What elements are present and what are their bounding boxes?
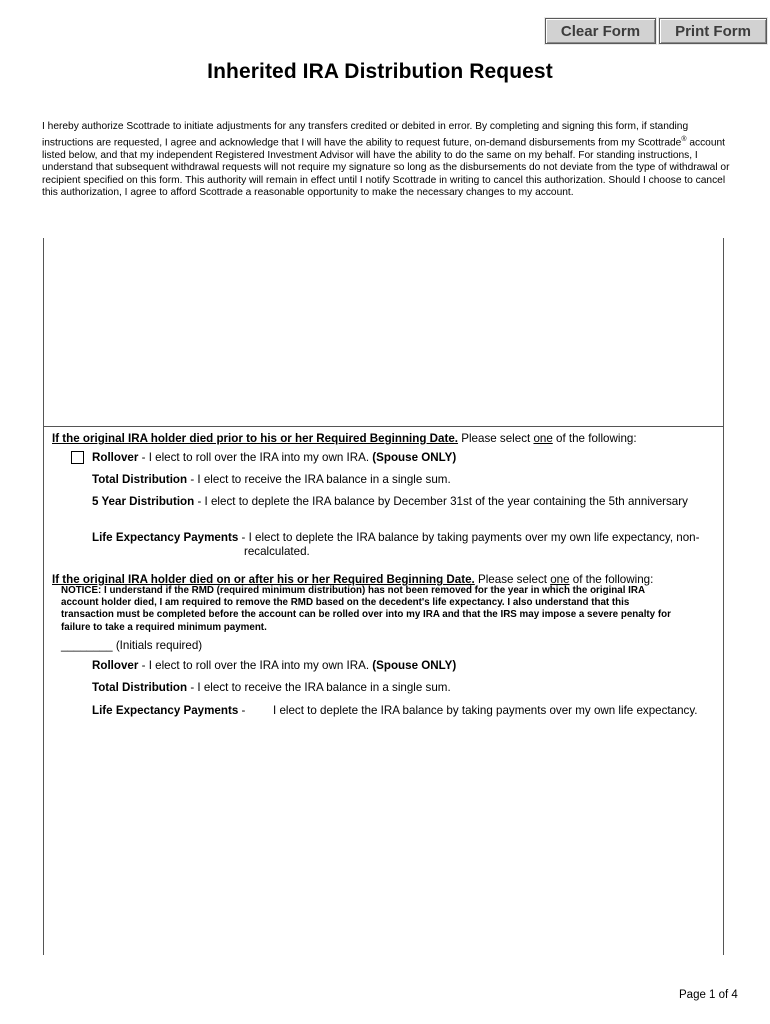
s1-life-label: Life Expectancy Payments bbox=[92, 531, 239, 544]
notice-line: NOTICE: I understand if the RMD (required minimum distribution) has not been removed for the year in which the original IRA bbox=[61, 585, 646, 596]
s1-five-year-text: - I elect to deplete the IRA balance by December 31st of the year containing the 5th anniversary bbox=[194, 495, 688, 508]
frame-right-border bbox=[723, 238, 724, 955]
registered-mark: ® bbox=[681, 135, 687, 143]
print-form-button[interactable]: Print Form bbox=[659, 18, 767, 44]
s2-rollover-text: - I elect to roll over the IRA into my own IRA. bbox=[138, 659, 373, 672]
s2-rollover-note: (Spouse ONLY) bbox=[372, 659, 457, 672]
clear-form-button[interactable]: Clear Form bbox=[545, 18, 656, 44]
s1-rollover-label: Rollover bbox=[92, 451, 139, 464]
s2-rollover-label: Rollover bbox=[92, 659, 139, 672]
section-divider bbox=[43, 426, 724, 427]
s1-rollover-note: (Spouse ONLY) bbox=[372, 451, 457, 464]
instruction-text: Please select bbox=[474, 573, 551, 586]
s2-total-label: Total Distribution bbox=[92, 681, 188, 694]
instruction-one: one bbox=[550, 573, 570, 586]
s1-five-year-label: 5 Year Distribution bbox=[92, 495, 195, 508]
intro-line: recipient specified on this form. This authority will remain in effect until I notify Scottrade in writing to cancel this authorization. Should I choose to cancel bbox=[42, 174, 726, 186]
s2-life-label: Life Expectancy Payments bbox=[92, 704, 239, 717]
instruction-text: Please select bbox=[458, 432, 534, 445]
intro-line: I hereby authorize Scottrade to initiate adjustments for any transfers credited or debited in error. By completing and signing this form, if standing bbox=[42, 121, 689, 132]
instruction-text: of the following: bbox=[552, 432, 637, 445]
s1-total-label: Total Distribution bbox=[92, 473, 188, 486]
intro-line bbox=[42, 134, 732, 150]
s1-life-option bbox=[92, 531, 700, 544]
s2-total-option bbox=[92, 681, 451, 694]
instruction-text: of the following: bbox=[569, 573, 654, 586]
section1-heading-text: If the original IRA holder died prior to his or her Required Beginning Date. bbox=[52, 432, 459, 445]
notice-line: failure to take a required minimum payment. bbox=[61, 621, 267, 633]
intro-line: understand that subsequent withdrawal requests will not require my signature so long as the disbursements do not deviate from the type of withdrawal or bbox=[42, 162, 730, 174]
s1-life-text-cont: recalculated. bbox=[244, 545, 310, 558]
page-title: Inherited IRA Distribution Request bbox=[207, 60, 553, 83]
intro-line: this authorization, I agree to afford Scottrade a reasonable opportunity to make the necessary changes to my account. bbox=[42, 187, 574, 199]
section1-heading bbox=[52, 432, 637, 445]
section2-heading-text: If the original IRA holder died on or after his or her Required Beginning Date. bbox=[52, 573, 475, 586]
s2-rollover-option bbox=[92, 659, 456, 672]
intro-text: account bbox=[686, 136, 726, 148]
s1-total-option bbox=[92, 473, 451, 486]
s1-total-text: - I elect to receive the IRA balance in a single sum. bbox=[187, 473, 451, 486]
page-number: Page 1 of 4 bbox=[679, 989, 738, 1001]
initials-row bbox=[61, 639, 202, 652]
intro-text: instructions are requested, I agree and acknowledge that I will have the ability to request future, on-demand disbursements from my Scottrade bbox=[42, 136, 682, 148]
rollover-checkbox[interactable] bbox=[71, 451, 84, 464]
s1-life-text: - I elect to deplete the IRA balance by taking payments over my own life expectancy, non- bbox=[238, 531, 700, 544]
notice-line: account holder died, I am required to remove the RMD based on the decedent's life expectancy. I also understand that this bbox=[61, 597, 630, 609]
s2-life-text: I elect to deplete the IRA balance by taking payments over my own life expectancy. bbox=[273, 704, 698, 717]
s2-life-dash: - bbox=[238, 704, 246, 717]
frame-left-border bbox=[43, 238, 44, 955]
initials-label: (Initials required) bbox=[112, 639, 203, 652]
authorization-paragraph bbox=[42, 121, 732, 200]
intro-line: listed below, and that my independent Registered Investment Advisor will have the ability to do the same on my behalf. For standing instructions, I bbox=[42, 149, 698, 161]
s1-five-year-option bbox=[92, 495, 688, 508]
rmd-notice bbox=[61, 585, 721, 634]
s2-total-text: - I elect to receive the IRA balance in a single sum. bbox=[187, 681, 451, 694]
initials-field[interactable]: ________ bbox=[61, 639, 113, 652]
s2-life-option bbox=[92, 704, 245, 717]
s1-rollover-text: - I elect to roll over the IRA into my own IRA. bbox=[138, 451, 373, 464]
notice-line: transaction must be completed before the account can be rolled over into my IRA and that the IRS may impose a severe penalty for bbox=[61, 609, 671, 621]
s1-rollover-option bbox=[92, 451, 456, 464]
instruction-one: one bbox=[533, 432, 553, 445]
